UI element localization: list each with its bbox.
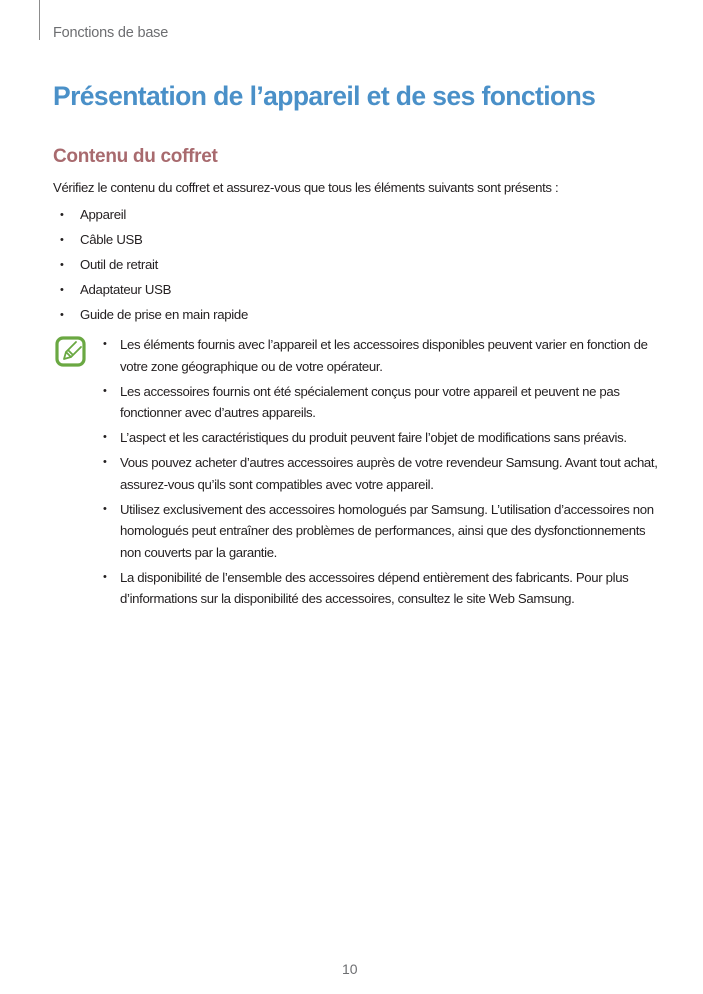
list-item xyxy=(53,230,248,255)
bullet-icon: • xyxy=(60,309,64,321)
note-pencil-icon xyxy=(55,336,86,367)
list-item xyxy=(53,255,248,280)
note-item-text: Les accessoires fournis ont été spécialement conçus pour votre appareil et peuvent ne pas fonctionner avec d’autres appareils. xyxy=(120,383,620,420)
section-title: Contenu du coffret xyxy=(53,146,218,167)
bullet-icon: • xyxy=(103,338,107,350)
list-item-text: Câble USB xyxy=(80,232,143,247)
note-item-text: La disponibilité de l’ensemble des accessoires dépend entièrement des fabricants. Pour plus d’informations sur la disponibilité des accessoires, consultez le site Web Samsung. xyxy=(120,569,629,606)
note-item xyxy=(103,334,663,377)
note-item xyxy=(103,452,663,495)
intro-paragraph: Vérifiez le contenu du coffret et assurez-vous que tous les éléments suivants sont présents : xyxy=(53,180,559,195)
list-item-text: Outil de retrait xyxy=(80,257,159,272)
list-item xyxy=(53,305,248,330)
list-item-text: Adaptateur USB xyxy=(80,282,172,297)
note-item xyxy=(103,427,663,449)
note-list xyxy=(103,334,663,613)
list-item xyxy=(53,205,248,230)
page-title: Présentation de l’appareil et de ses fonctions xyxy=(53,81,596,111)
bullet-icon: • xyxy=(103,431,107,443)
note-item-text: Vous pouvez acheter d’autres accessoires auprès de votre revendeur Samsung. Avant tout achat, assurez-vous qu’ils sont compatibles avec votre appareil. xyxy=(120,455,658,492)
bullet-icon: • xyxy=(60,284,64,296)
note-item xyxy=(103,499,663,564)
list-item xyxy=(53,280,248,305)
list-item-text: Appareil xyxy=(80,207,126,222)
running-header: Fonctions de base xyxy=(53,25,169,41)
bullet-icon: • xyxy=(103,502,107,515)
bullet-icon: • xyxy=(103,384,107,397)
bullet-icon: • xyxy=(60,234,64,246)
note-item-text: L’aspect et les caractéristiques du produit peuvent faire l’objet de modifications sans préavis. xyxy=(120,430,627,445)
page-number: 10 xyxy=(342,961,358,977)
bullet-icon: • xyxy=(60,209,64,221)
bullet-icon: • xyxy=(60,259,64,271)
note-item-text: Les éléments fournis avec l’appareil et les accessoires disponibles peuvent varier en fonction de votre zone géographique ou de votre opérateur. xyxy=(120,337,648,374)
bullet-icon: • xyxy=(103,456,107,468)
bullet-icon: • xyxy=(103,570,107,583)
list-item-text: Guide de prise en main rapide xyxy=(80,307,248,322)
box-contents-list xyxy=(53,205,248,330)
note-item-text: Utilisez exclusivement des accessoires homologués par Samsung. L’utilisation d’accessoires non homologués peut entraîner des problèmes de performances, ainsi que des dysfonctionnements non couverts par la garantie. xyxy=(120,501,654,560)
note-item xyxy=(103,567,663,610)
note-item xyxy=(103,381,663,424)
header-divider xyxy=(39,0,40,40)
